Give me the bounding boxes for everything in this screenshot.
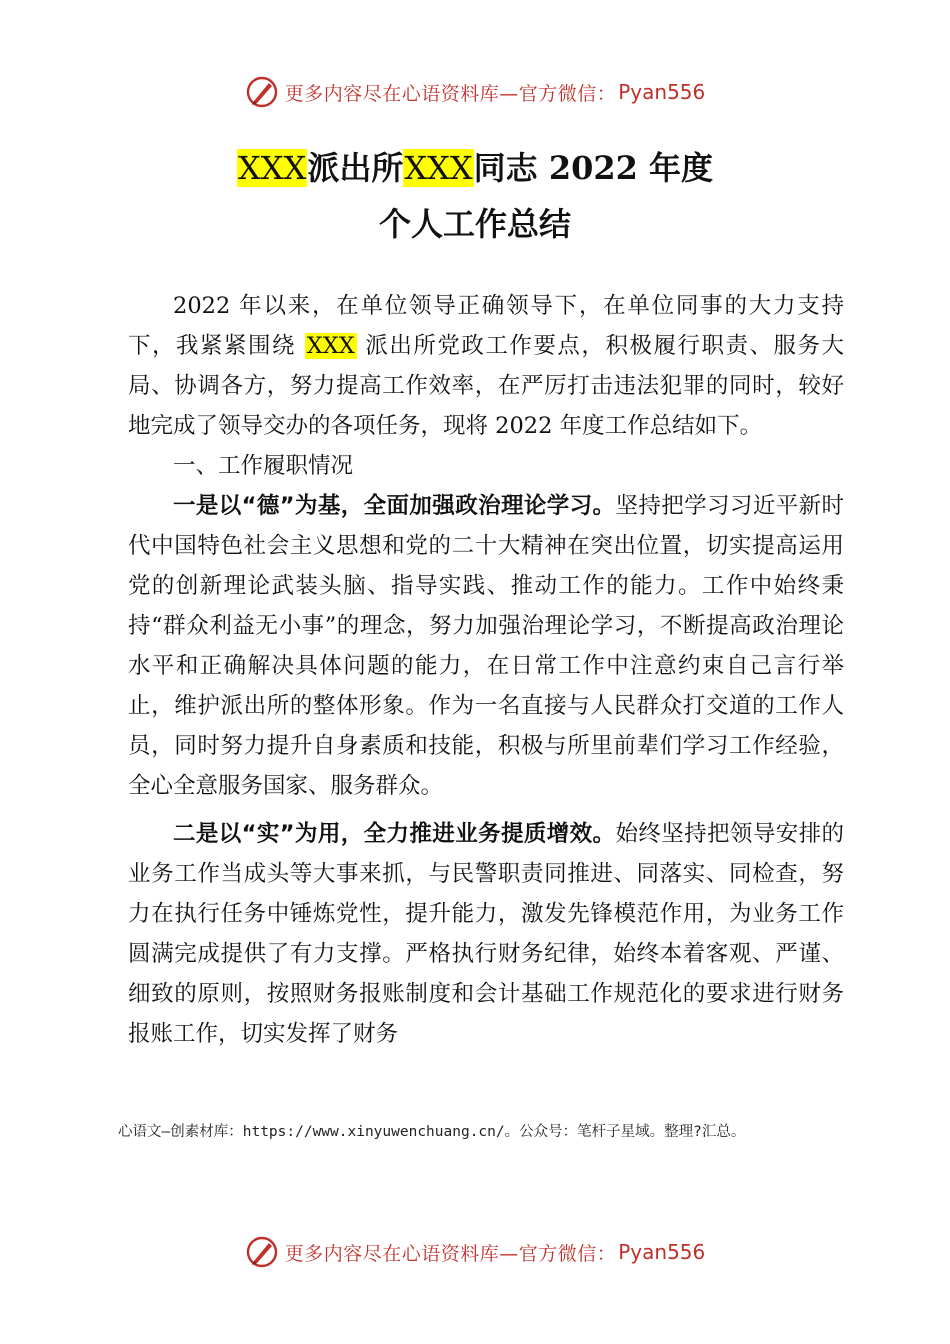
source-footnote: 心语文—创素材库：https://www.xinyuwenchuang.cn/。公众号：笔杆子星域。整理?汇总。 (118, 1124, 746, 1140)
title-text-2: 同志 2022 年度 (473, 149, 714, 187)
intro-placeholder: XXX (306, 333, 355, 359)
section-heading-1: 一、工作履职情况 (173, 453, 354, 479)
banner-wechat-id: Pyan556 (618, 80, 706, 104)
banner-wechat-id: Pyan556 (618, 1240, 706, 1264)
paragraph-1-text: 坚持把学习习近平新时代中国特色社会主义思想和党的二十大精神在突出位置，切实提高运用党的创新理论武装头脑、指导实践、推动工作的能力。工作中始终秉持“群众利益无小事”的理念，努力加强治理论学习，不断提高政治理论水平和正确解决具体问题的能力，在日常工作中注意约束自己言行举止，维护派出所的整体形象。作为一名直接与人民群众打交道的工作人员，同时努力提升自身素质和技能，积极与所里前辈们学习工作经验，全心全意服务国家、服务群众。 (128, 493, 844, 799)
banner-text: 更多内容尽在心语资料库—官方微信： (284, 1242, 617, 1265)
pen-logo-icon (245, 1235, 279, 1269)
intro-paragraph (128, 286, 844, 446)
paragraph-2-text: 始终坚持把领导安排的业务工作当成头等大事来抓，与民警职责同推进、同落实、同检查，努力在执行任务中锤炼党性，提升能力，激发先锋模范作用，为业务工作圆满完成提供了有力支撑。严格执行财务纪律，始终本着客观、严谨、细致的原则，按照财务报账制度和会计基础工作规范化的要求进行财务报账工作，切实发挥了财务 (128, 821, 844, 1047)
document-title-line1 (0, 144, 950, 192)
paragraph-2 (128, 814, 844, 1054)
intro-text-a: 2022 年以来，在单位领导正确领导下，在单位同事的大力支持下，我紧紧围绕 (128, 293, 844, 359)
paragraph-1 (128, 486, 844, 806)
pen-logo-icon (245, 75, 279, 109)
document-body (128, 286, 844, 1054)
title-placeholder-2: XXX (404, 149, 473, 187)
paragraph-2-lead: 二是以“实”为用，全力推进业务提质增效。 (173, 821, 616, 847)
footer-banner (0, 1232, 950, 1272)
paragraph-1-lead: 一是以“德”为基，全面加强政治理论学习。 (173, 493, 616, 519)
document-title-line2: 个人工作总结 (378, 205, 571, 243)
banner-text: 更多内容尽在心语资料库—官方微信： (284, 82, 617, 105)
intro-text-b: 派出所党政工作要点，积极履行职责、服务大局、协调各方，努力提高工作效率，在严厉打击违法犯罪的同时，较好地完成了领导交办的各项任务，现将 2022 年度工作总结如下。 (128, 333, 844, 439)
header-banner (0, 72, 950, 112)
title-text-1: 派出所 (307, 149, 404, 187)
title-placeholder-1: XXX (237, 149, 307, 187)
